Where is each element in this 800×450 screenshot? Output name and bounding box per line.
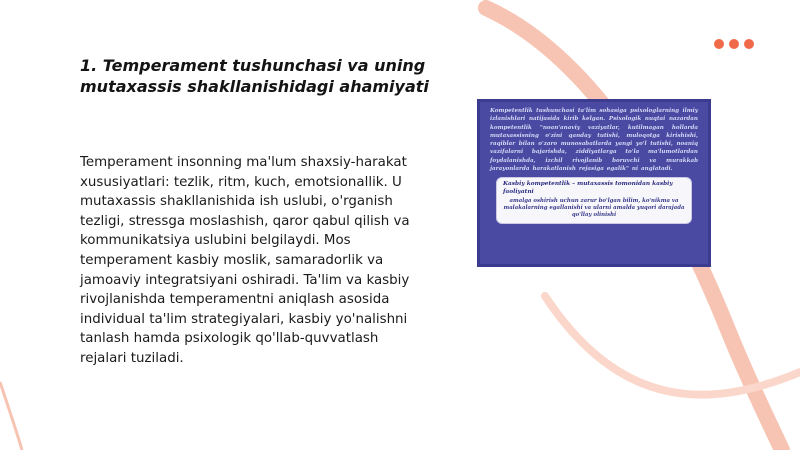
dot [714,39,724,49]
definition-box-title: Kasbiy kompetentlik – mutaxassis tomonidan kasbiy faoliyatni [503,181,673,195]
decorative-arc-left [0,382,22,450]
slide-title: 1. Temperament tushunchasi va uning mutaxassis shakllanishidagi ahamiyati [80,56,429,96]
figure-text: Kompetentlik tushunchasi ta'lim sohasiga psixologlarning ilmiy izlanishlari natijasida kirib kelgan. Psixologik nuqtai nazardan kompetentlik "noan'anaviy vaziyatlar, kutilmagan hollarda mutaxassisning o'zini qanday tutishi, muloqotga kirishishi, raqiblar bilan o'zaro munosabatlarda yangi yo'l tutishi, noaniq vazifalarni bajarishda, ziddiyatlarga to'la ma'lumotlardan foydalanishda, izchil rivojlanib boruvchi va murakkab jarayonlarda harakatlanish rejasiga egalik" ni anglatadi. [490,108,698,173]
body-paragraph: Temperament insonning ma'lum shaxsiy-harakat xususiyatlari: tezlik, ritm, kuch, emotsionallik. U mutaxassis shakllanishida ish uslubi, o'rganish tezligi, stressga moslashish, qaror qabul qilish va kommunikatsiya uslubini belgilaydi. Mos temperament kasbiy moslik, samaradorlik va jamoaviy integratsiyani oshiradi. Ta'lim va kasbiy rivojlanishda temperamentni aniqlash asosida individual ta'lim strategiyalari, kasbiy yo'nalishni tanlash hamda psixologik qo'llab-quvvatlash rejalari tuziladi. [80,155,410,366]
definition-box [496,177,692,224]
definition-box-body: amalga oshirish uchun zarur bo'lgan bilim, ko'nikma va malakalarning egallanishi va ularni amalda yuqori darajada qo'llay olinishi [503,197,685,218]
decorative-arc-bottom [545,296,800,395]
figure-image [477,99,711,267]
three-dots-icon [714,39,754,49]
dot [744,39,754,49]
dot [729,39,739,49]
